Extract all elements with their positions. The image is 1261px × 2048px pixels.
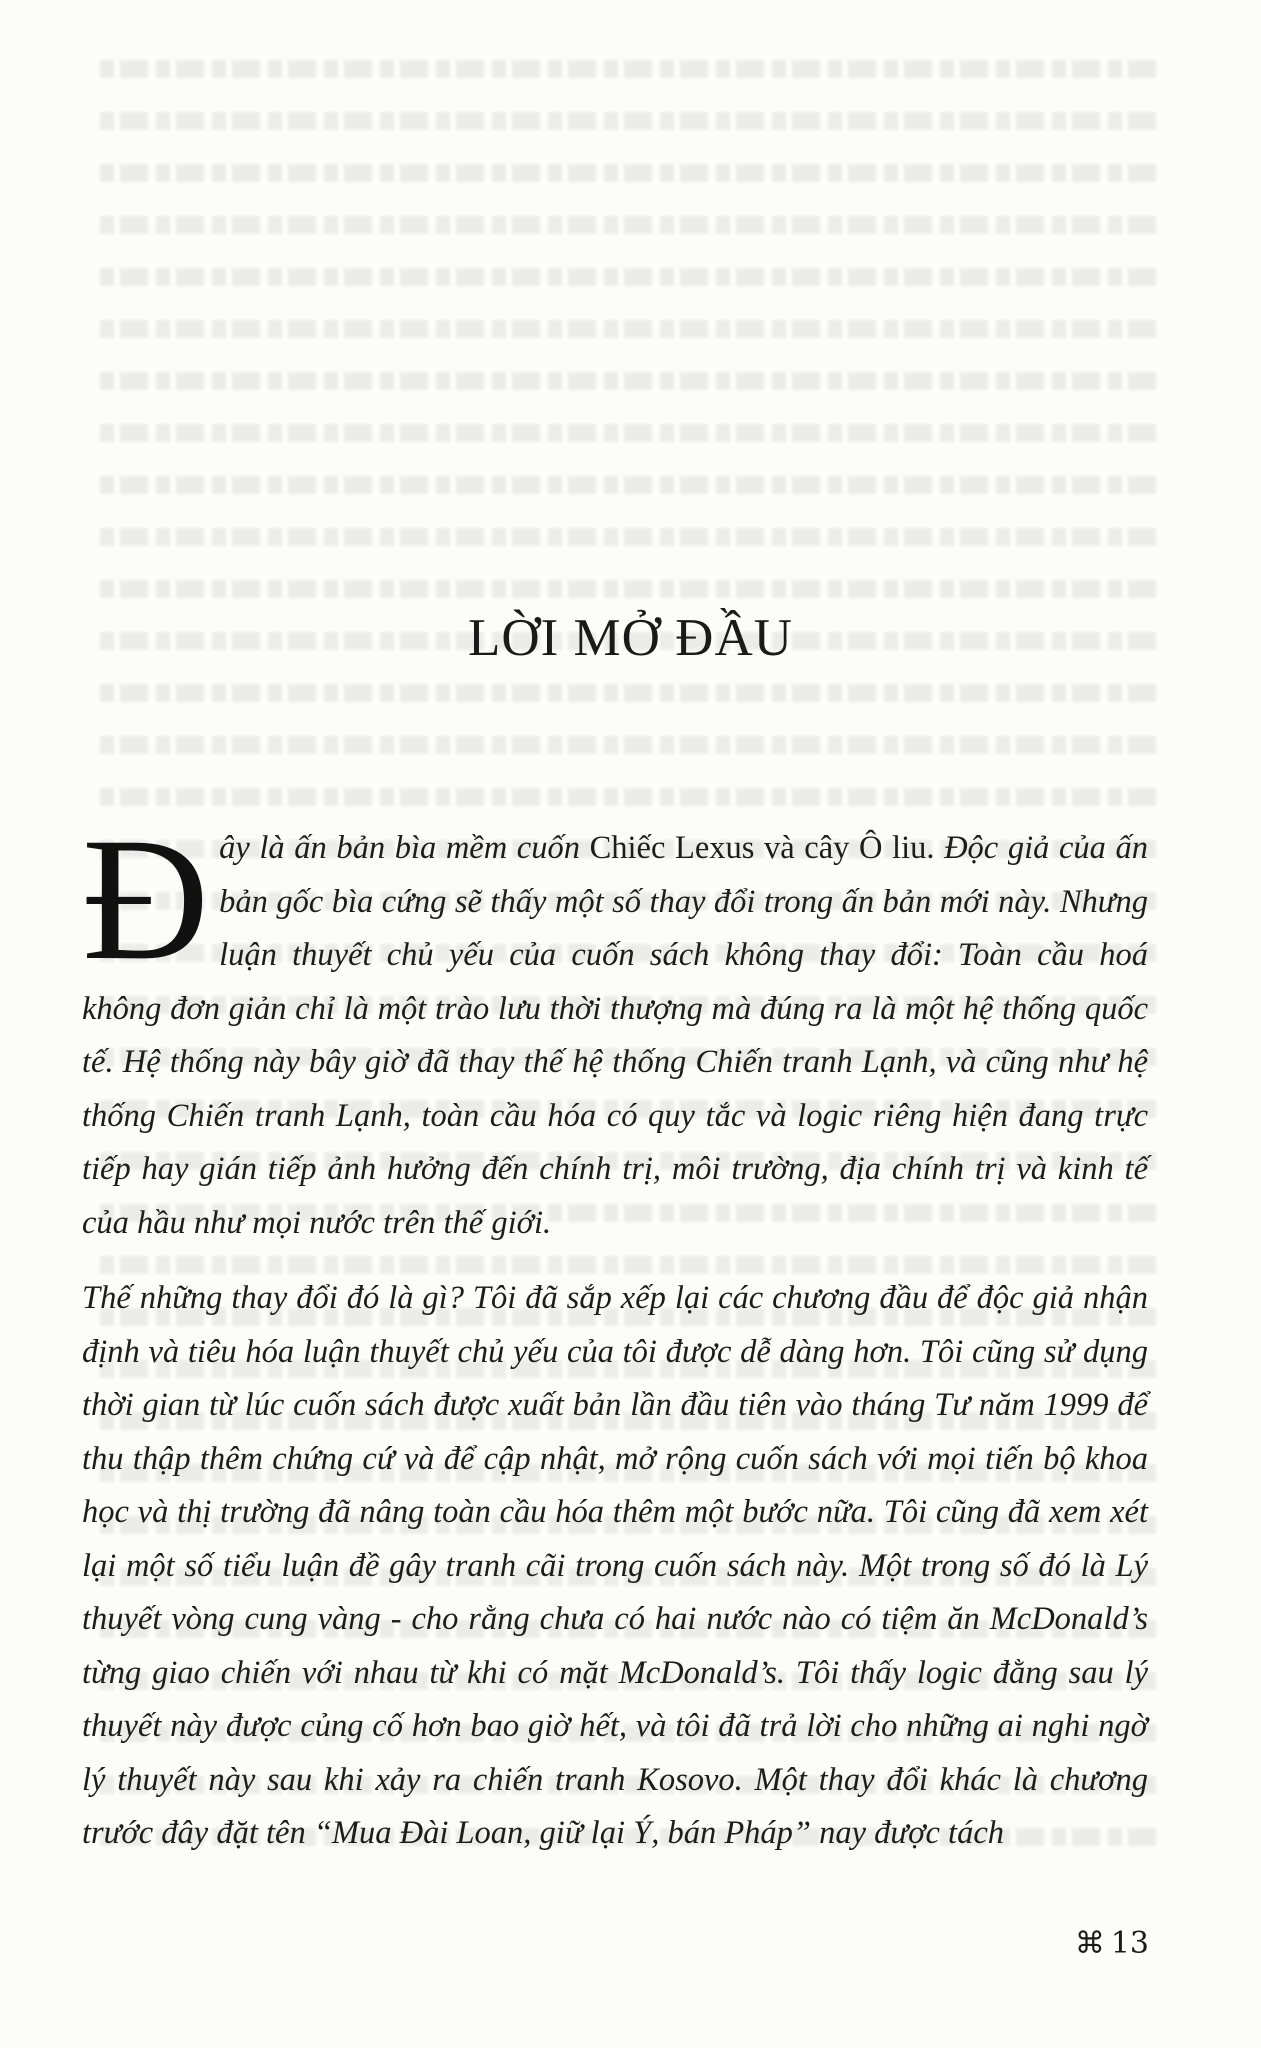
- paragraph-1: [82, 802, 1148, 1250]
- body-text: [82, 802, 1148, 1861]
- drop-cap: Đ: [82, 802, 210, 997]
- paragraph-1-rest: Độc giả của ấn bản gốc bìa cứng sẽ thấy một số thay đổi trong ấn bản mới này. Nhưng luận thuyết chủ yếu của cuốn sách không thay đổi: Toàn cầu hoá không đơn giản chỉ là một trào lưu thời thượng mà đúng ra là một hệ thống quốc tế. Hệ thống này bây giờ đã thay thế hệ thống Chiến tranh Lạnh, và cũng như hệ thống Chiến tranh Lạnh, toàn cầu hóa có quy tắc và logic riêng hiện đang trực tiếp hay gián tiếp ảnh hưởng đến chính trị, môi trường, địa chính trị và kinh tế của hầu như mọi nước trên thế giới.: [82, 830, 1148, 1241]
- page-number-value: 13: [1110, 1926, 1149, 1961]
- paragraph-2: Thế những thay đổi đó là gì? Tôi đã sắp xếp lại các chương đầu để độc giả nhận định và tiêu hóa luận thuyết chủ yếu của tôi được dễ dàng hơn. Tôi cũng sử dụng thời gian từ lúc cuốn sách được xuất bản lần đầu tiên vào tháng Tư năm 1999 để thu thập thêm chứng cứ và để cập nhật, mở rộng cuốn sách với mọi tiến bộ khoa học và thị trường đã nâng toàn cầu hóa thêm một bước nữa. Tôi cũng đã xem xét lại một số tiểu luận đề gây tranh cãi trong cuốn sách này. Một trong số đó là Lý thuyết vòng cung vàng - cho rằng chưa có hai nước nào có tiệm ăn McDonald’s từng giao chiến với nhau từ khi có mặt McDonald’s. Tôi thấy logic đằng sau lý thuyết này được củng cố hơn bao giờ hết, và tôi đã trả lời cho những ai nghi ngờ lý thuyết này sau khi xảy ra chiến tranh Kosovo. Một thay đổi khác là chương trước đây đặt tên “Mua Đài Loan, giữ lại Ý, bán Pháp” nay được tách: [82, 1280, 1148, 1851]
- book-title: Chiếc Lexus và cây Ô liu.: [589, 830, 935, 866]
- page-number: [1075, 1926, 1149, 1961]
- command-icon: ⌘: [1074, 1926, 1105, 1961]
- chapter-title: LỜI MỞ ĐẦU: [467, 609, 794, 667]
- paragraph-1-start: ây là ấn bản bìa mềm cuốn: [219, 830, 590, 866]
